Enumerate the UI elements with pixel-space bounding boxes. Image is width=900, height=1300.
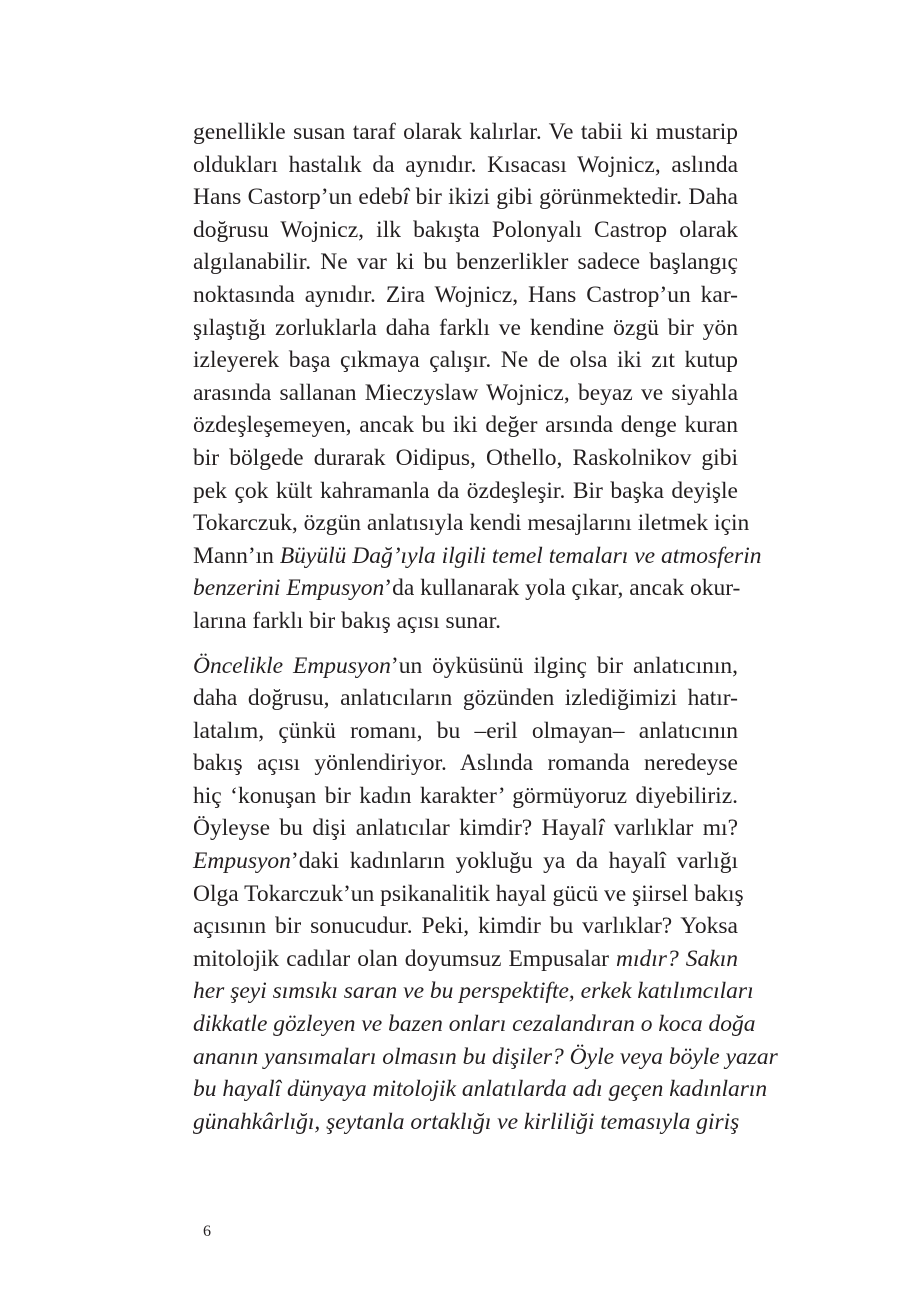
text-line: [193, 878, 744, 911]
text-run: açısının bir sonucudur. Peki, kimdir bu varlıklar? Yoksa: [193, 913, 738, 940]
text-line: [193, 910, 738, 943]
text-line: [193, 975, 754, 1008]
text-line: [193, 344, 738, 377]
italic-text: Büyülü Dağ’ıyla ilgili temel temaları ve atmosferin: [279, 542, 762, 569]
italic-text: î: [402, 184, 410, 211]
italic-text: benzerini Empusyon: [193, 575, 385, 602]
body-text: [193, 116, 778, 1138]
italic-text: dikkatle gözleyen ve bazen onları cezalandıran o koca doğa: [193, 1011, 756, 1038]
text-run: hiç ‘konuşan bir kadın karakter’ görmüyoruz diyebiliriz.: [193, 782, 738, 809]
text-line: [193, 715, 738, 748]
text-run: ’da kullanarak yola çıkar, ancak okur-: [384, 575, 741, 602]
text-run: şılaştığı zorluklarla daha farklı ve kendine özgü bir yön: [193, 314, 738, 341]
text-line: [193, 605, 738, 638]
text-line: [193, 1041, 778, 1074]
text-run: ’un öyküsünü ilginç bir anlatıcının,: [390, 652, 739, 679]
text-run: Mann’ın: [193, 542, 280, 569]
text-run: arasında sallanan Mieczyslaw Wojnicz, beyaz ve siyahla: [193, 379, 738, 406]
text-run: bir ikizi gibi görünmektedir. Daha: [409, 184, 738, 211]
text-line: [193, 943, 738, 976]
italic-text: mıdır? Sakın: [616, 945, 738, 972]
text-line: [193, 312, 738, 345]
text-run: bakış açısı yönlendiriyor. Aslında romanda neredeyse: [193, 750, 738, 777]
text-run: Hans Castorp’un edeb: [193, 184, 403, 211]
text-run: doğrusu Wojnicz, ilk bakışta Polonyalı Castrop olarak: [193, 216, 738, 243]
text-line: [193, 116, 738, 149]
text-line: [193, 377, 738, 410]
text-run: varlıklar mı?: [604, 815, 738, 842]
text-line: [193, 1008, 756, 1041]
text-line: [193, 181, 738, 214]
text-run: pek çok kült kahramanla da özdeşleşir. Bir başka deyişle: [193, 477, 738, 504]
text-line: [193, 780, 738, 813]
text-line: [193, 540, 762, 573]
text-run: genellikle susan taraf olarak kalırlar. Ve tabii ki mustarip: [193, 119, 738, 145]
text-run: özdeşleşemeyen, ancak bu iki değer arsında denge kuran: [193, 412, 738, 439]
italic-text: her şeyi sımsıkı saran ve bu perspektifte, erkek katılımcıları: [193, 978, 754, 1005]
italic-text: Empusyon: [193, 848, 291, 875]
italic-text: ananın yansımaları olmasın bu dişiler? Öyle veya böyle yazar: [193, 1043, 778, 1070]
paragraph: [193, 116, 762, 638]
text-line: [193, 845, 738, 878]
text-run: Tokarczuk, özgün anlatısıyla kendi mesajlarını iletmek için: [193, 510, 750, 537]
text-run: Öyleyse bu dişi anlatıcılar kimdir? Hayal: [193, 815, 598, 842]
text-run: mitolojik cadılar olan doyumsuz Empusalar: [193, 945, 617, 972]
text-run: izleyerek başa çıkmaya çalışır. Ne de olsa iki zıt kutup: [193, 347, 738, 374]
text-line: [193, 747, 738, 780]
italic-text: î: [597, 815, 605, 842]
italic-text: Öncelikle Empusyon: [193, 652, 391, 679]
text-run: algılanabilir. Ne var ki bu benzerlikler sadece başlangıç: [193, 249, 738, 276]
text-line: [193, 279, 738, 312]
text-run: bir bölgede durarak Oidipus, Othello, Raskolnikov gibi: [193, 444, 738, 471]
text-line: [193, 149, 738, 182]
italic-text: günahkârlığı, şeytanla ortaklığı ve kirliliği temasıyla giriş: [193, 1108, 740, 1135]
text-line: [193, 409, 738, 442]
text-run: latalım, çünkü romanı, bu –eril olmayan– anlatıcının: [193, 717, 738, 744]
text-run: ’daki kadınların yokluğu ya da hayalî varlığı: [290, 848, 738, 875]
text-line: [193, 1106, 738, 1139]
text-run: larına farklı bir bakış açısı sunar.: [193, 607, 502, 634]
text-line: [193, 442, 738, 475]
text-line: [193, 1073, 768, 1106]
paragraph: [193, 650, 778, 1139]
text-line: [193, 507, 750, 540]
text-run: oldukları hastalık da aynıdır. Kısacası Wojnicz, aslında: [193, 151, 738, 178]
text-line: [193, 650, 738, 683]
page-number: 6: [203, 1223, 211, 1240]
text-line: [193, 246, 738, 279]
text-line: [193, 572, 741, 605]
text-run: Olga Tokarczuk’un psikanalitik hayal gücü ve şiirsel bakış: [193, 880, 744, 907]
text-line: [193, 682, 738, 715]
italic-text: bu hayalî dünyaya mitolojik anlatılarda adı geçen kadınların: [193, 1076, 768, 1103]
text-line: [193, 475, 738, 508]
text-run: noktasında aynıdır. Zira Wojnicz, Hans Castrop’un kar-: [193, 281, 738, 308]
text-line: [193, 812, 738, 845]
text-run: daha doğrusu, anlatıcıların gözünden izlediğimizi hatır-: [193, 685, 738, 712]
text-line: [193, 214, 738, 247]
